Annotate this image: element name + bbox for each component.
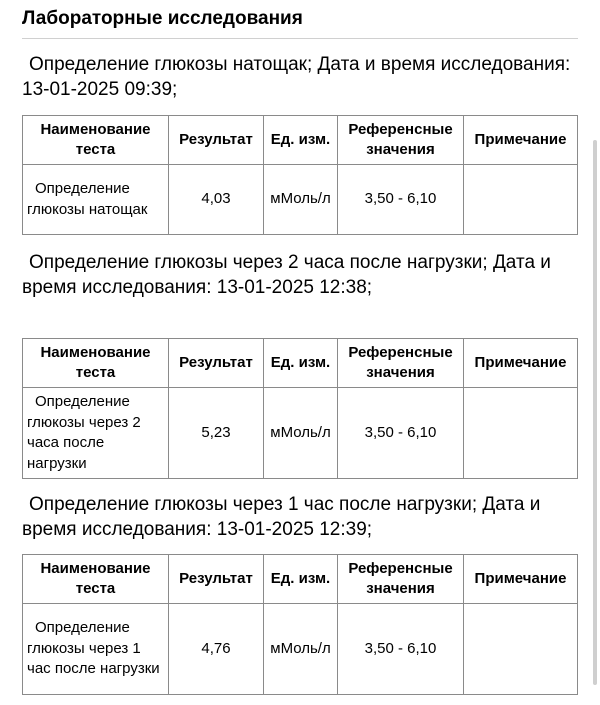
header-result: Результат xyxy=(169,339,264,388)
header-name: Наименование теста xyxy=(23,339,169,388)
test-name-first: Определение xyxy=(35,619,130,637)
note-cell xyxy=(464,604,578,695)
test-name-rest: глюкозы натощак xyxy=(27,200,148,218)
header-note: Примечание xyxy=(464,339,578,388)
unit-cell: мМоль/л xyxy=(264,388,338,479)
test-name-rest: глюкозы через 2 часа после нагрузки xyxy=(27,413,141,472)
header-note: Примечание xyxy=(464,555,578,604)
result-cell: 4,03 xyxy=(169,165,264,235)
results-table xyxy=(22,115,578,235)
section-heading: Определение глюкозы натощак; Дата и время исследования: 13-01-2025 09:39; xyxy=(22,54,571,100)
results-table xyxy=(22,554,578,695)
header-result: Результат xyxy=(169,555,264,604)
results-table xyxy=(22,338,578,479)
reference-cell: 3,50 - 6,10 xyxy=(338,165,464,235)
result-cell: 5,23 xyxy=(169,388,264,479)
section-heading: Определение глюкозы через 2 часа после нагрузки; Дата и время исследования: 13-01-2025 12:38; xyxy=(22,252,551,298)
unit-cell: мМоль/л xyxy=(264,165,338,235)
header-unit: Ед. изм. xyxy=(264,339,338,388)
header-unit: Ед. изм. xyxy=(264,116,338,165)
result-cell: 4,76 xyxy=(169,604,264,695)
table-header-row xyxy=(23,555,578,604)
header-name: Наименование теста xyxy=(23,555,169,604)
test-name-cell xyxy=(23,604,169,695)
table-header-row xyxy=(23,339,578,388)
header-reference: Референсные значения xyxy=(338,339,464,388)
header-result: Результат xyxy=(169,116,264,165)
header-name: Наименование теста xyxy=(23,116,169,165)
header-note: Примечание xyxy=(464,116,578,165)
title-divider xyxy=(22,38,578,39)
page-title: Лабораторные исследования xyxy=(22,8,303,29)
reference-cell: 3,50 - 6,10 xyxy=(338,388,464,479)
test-name-first: Определение xyxy=(35,180,130,197)
header-unit: Ед. изм. xyxy=(264,555,338,604)
header-reference: Референсные значения xyxy=(338,116,464,165)
table-header-row xyxy=(23,116,578,165)
note-cell xyxy=(464,388,578,479)
test-name-first: Определение xyxy=(35,393,130,410)
unit-cell: мМоль/л xyxy=(264,604,338,695)
header-reference: Референсные значения xyxy=(338,555,464,604)
section-heading: Определение глюкозы через 1 час после нагрузки; Дата и время исследования: 13-01-2025 12:39; xyxy=(22,494,541,540)
test-name-cell xyxy=(23,388,169,479)
test-name-rest: глюкозы через 1 час после нагрузки xyxy=(27,639,160,678)
vertical-scrollbar[interactable] xyxy=(593,140,597,685)
table-row xyxy=(23,165,578,235)
note-cell xyxy=(464,165,578,235)
test-name-cell xyxy=(23,165,169,235)
table-row xyxy=(23,388,578,479)
reference-cell: 3,50 - 6,10 xyxy=(338,604,464,695)
table-row xyxy=(23,604,578,695)
